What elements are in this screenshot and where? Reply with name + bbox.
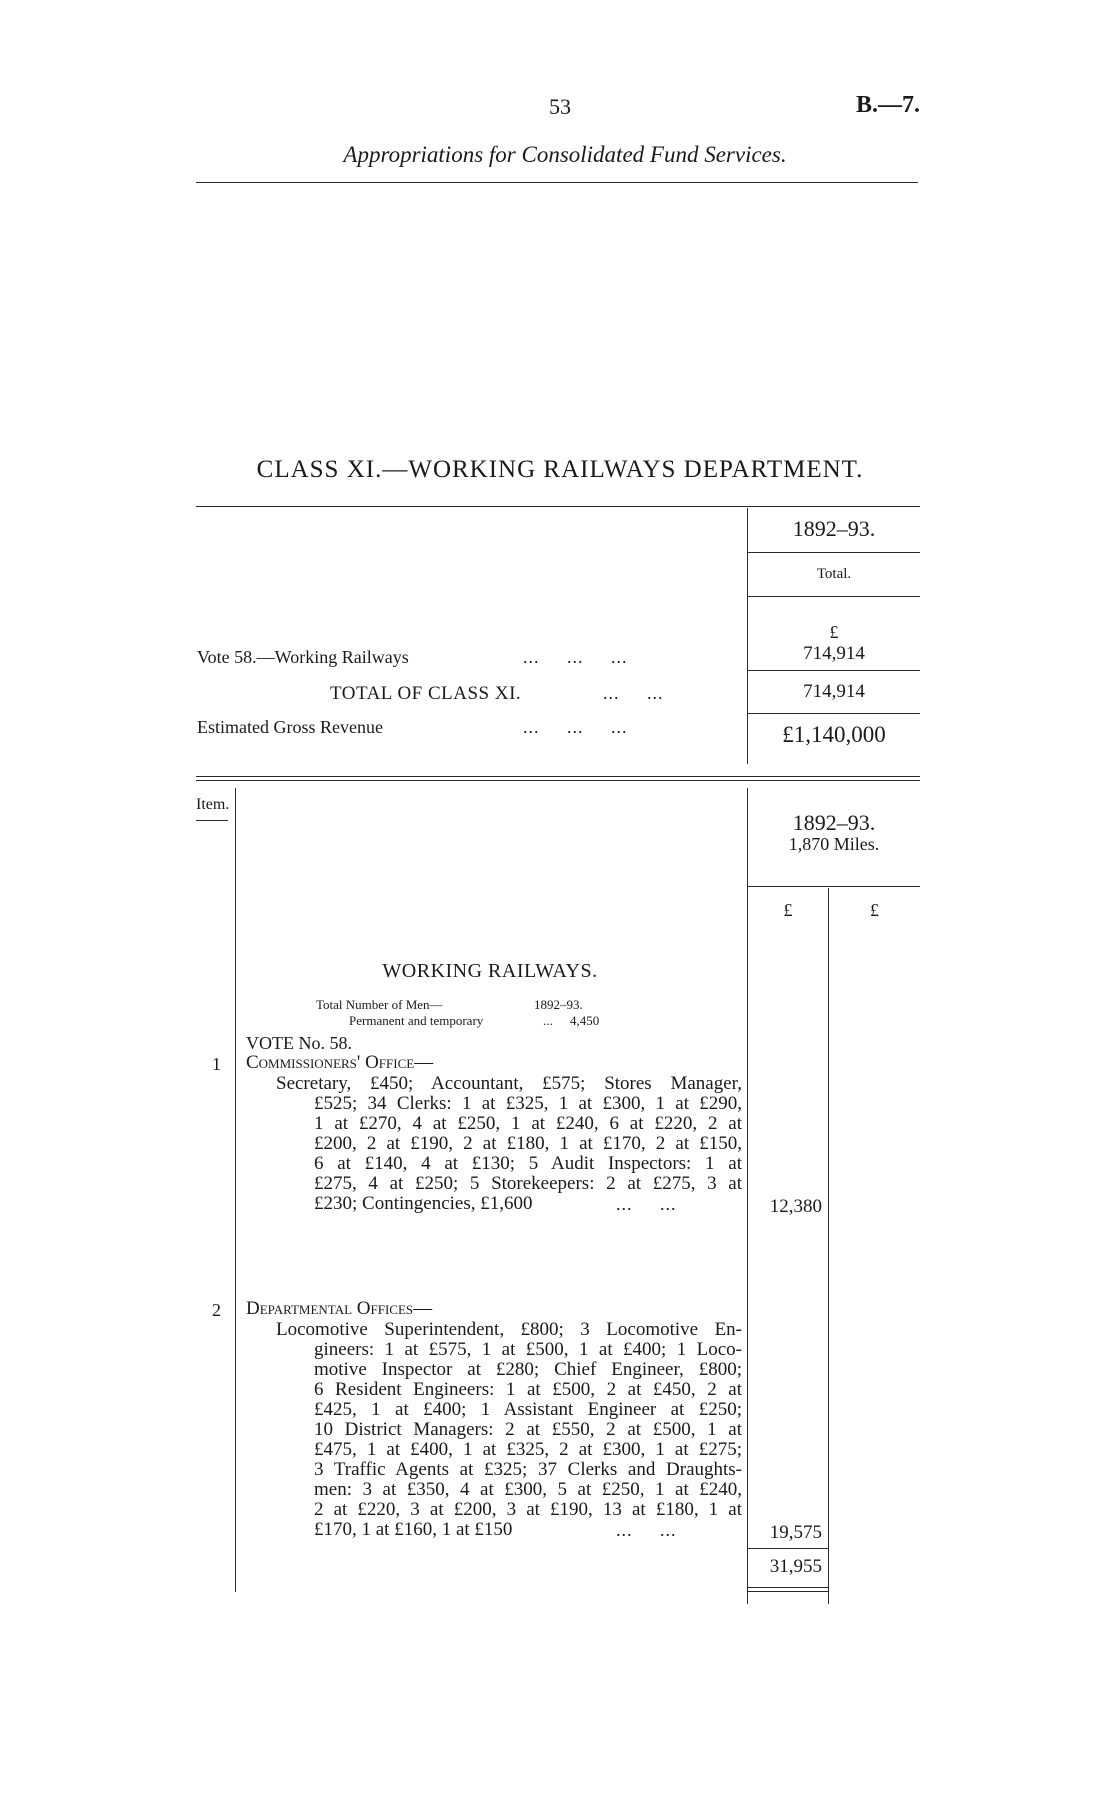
class-title: CLASS XI.—WORKING RAILWAYS DEPARTMENT. [256,456,864,483]
item-text-line: men: 3 at £350, 4 at £300, 5 at £250, 1 at £240, [314,1479,742,1500]
men-type: Permanent and temporary [349,1013,484,1028]
item-number: 1 [212,1054,221,1074]
currency-col-1: £ [783,900,793,920]
summary-currency: £ [829,622,839,642]
vote-amount-rule [748,670,920,671]
vote-number: VOTE No. 58. [246,1033,352,1053]
item-leader: ... ... [616,1194,677,1214]
item-header: Item. [196,796,230,813]
detail-miles: 1,870 Miles. [788,834,880,854]
detail-header-rule [748,886,920,887]
men-label: Total Number of Men— [316,997,443,1012]
revenue-label: Estimated Gross Revenue [197,717,383,737]
subtotal-amount: 31,955 [769,1556,822,1577]
item-heading: Departmental Offices— [246,1298,433,1319]
total-column-rule [828,888,829,1604]
item-heading: Commissioners' Office— [246,1052,434,1073]
item-text-line: £170, 1 at £160, 1 at £150 [314,1519,513,1540]
item-text-line: 2 at £220, 3 at £200, 3 at £190, 13 at £180, 1 at [314,1499,742,1520]
header-rule [196,182,918,183]
summary-top-rule [196,506,920,507]
item-text-line: £425, 1 at £400; 1 Assistant Engineer at £250; [314,1399,742,1420]
item-text-line: £200, 2 at £190, 2 at £180, 1 at £170, 2 at £150, [314,1133,742,1154]
revenue-leader: ... ... ... [523,717,628,737]
summary-bottom-rule-2 [196,780,920,781]
item-text-line: 1 at £270, 4 at £250, 1 at £240, 6 at £220, 2 at [314,1113,742,1134]
item-amount: 12,380 [769,1196,822,1217]
section-title: WORKING RAILWAYS. [382,960,598,982]
class-total-amount: 714,914 [803,681,865,702]
vote-leader: ... ... ... [523,647,628,667]
men-year: 1892–93. [534,997,583,1012]
item-text-line: Secretary, £450; Accountant, £575; Stores Manager, [276,1073,742,1094]
item-text-line: 6 at £140, 4 at £130; 5 Audit Inspectors: 1 at [314,1153,742,1174]
item-amount: 19,575 [769,1522,822,1543]
summary-year: 1892–93. [792,516,876,541]
class-total-label: TOTAL OF CLASS XI. [330,683,522,704]
item-text-line: £475, 1 at £400, 1 at £325, 2 at £300, 1 at £275; [314,1439,742,1460]
vote-label: Vote 58.—Working Railways [197,647,409,667]
summary-total-rule [748,596,920,597]
item-text-line: 6 Resident Engineers: 1 at £500, 2 at £450, 2 at [314,1379,742,1400]
class-total-leader: ... ... [603,683,664,703]
item-text-line: 3 Traffic Agents at £325; 37 Clerks and Draughts- [314,1459,742,1480]
item-column-rule [235,788,236,1592]
page-number: 53 [549,94,571,119]
detail-year: 1892–93. [792,810,876,835]
subtotal-top-rule [748,1548,828,1549]
summary-year-rule [748,552,920,553]
item-number: 2 [212,1300,221,1320]
men-count: 4,450 [570,1013,600,1028]
men-leader: ... [543,1013,553,1028]
revenue-amount: £1,140,000 [782,722,886,747]
subtotal-bottom-rule-2 [748,1591,828,1592]
item-text-line: £525; 34 Clerks: 1 at £325, 1 at £300, 1 at £290, [314,1093,742,1114]
item-text-line: Locomotive Superintendent, £800; 3 Locomotive En- [276,1319,742,1340]
document-reference: B.—7. [855,92,920,118]
item-leader: ... ... [616,1520,677,1540]
item-text-line: motive Inspector at £280; Chief Engineer, £800; [314,1359,742,1380]
summary-total-label: Total. [816,566,852,582]
subtotal-bottom-rule [748,1587,828,1588]
currency-col-2: £ [870,900,879,920]
item-text-line: 10 District Managers: 2 at £550, 2 at £500, 1 at [314,1419,742,1440]
vote-amount: 714,914 [803,643,865,664]
item-text-line: £230; Contingencies, £1,600 [314,1193,533,1214]
item-text-line: gineers: 1 at £575, 1 at £500, 1 at £400; 1 Loco- [314,1339,742,1360]
class-total-rule [748,713,920,714]
item-text-line: £275, 4 at £250; 5 Storekeepers: 2 at £275, 3 at [314,1173,742,1194]
summary-bottom-rule [196,776,920,777]
item-header-rule [196,820,228,821]
page-subtitle: Appropriations for Consolidated Fund Services. [343,142,787,167]
